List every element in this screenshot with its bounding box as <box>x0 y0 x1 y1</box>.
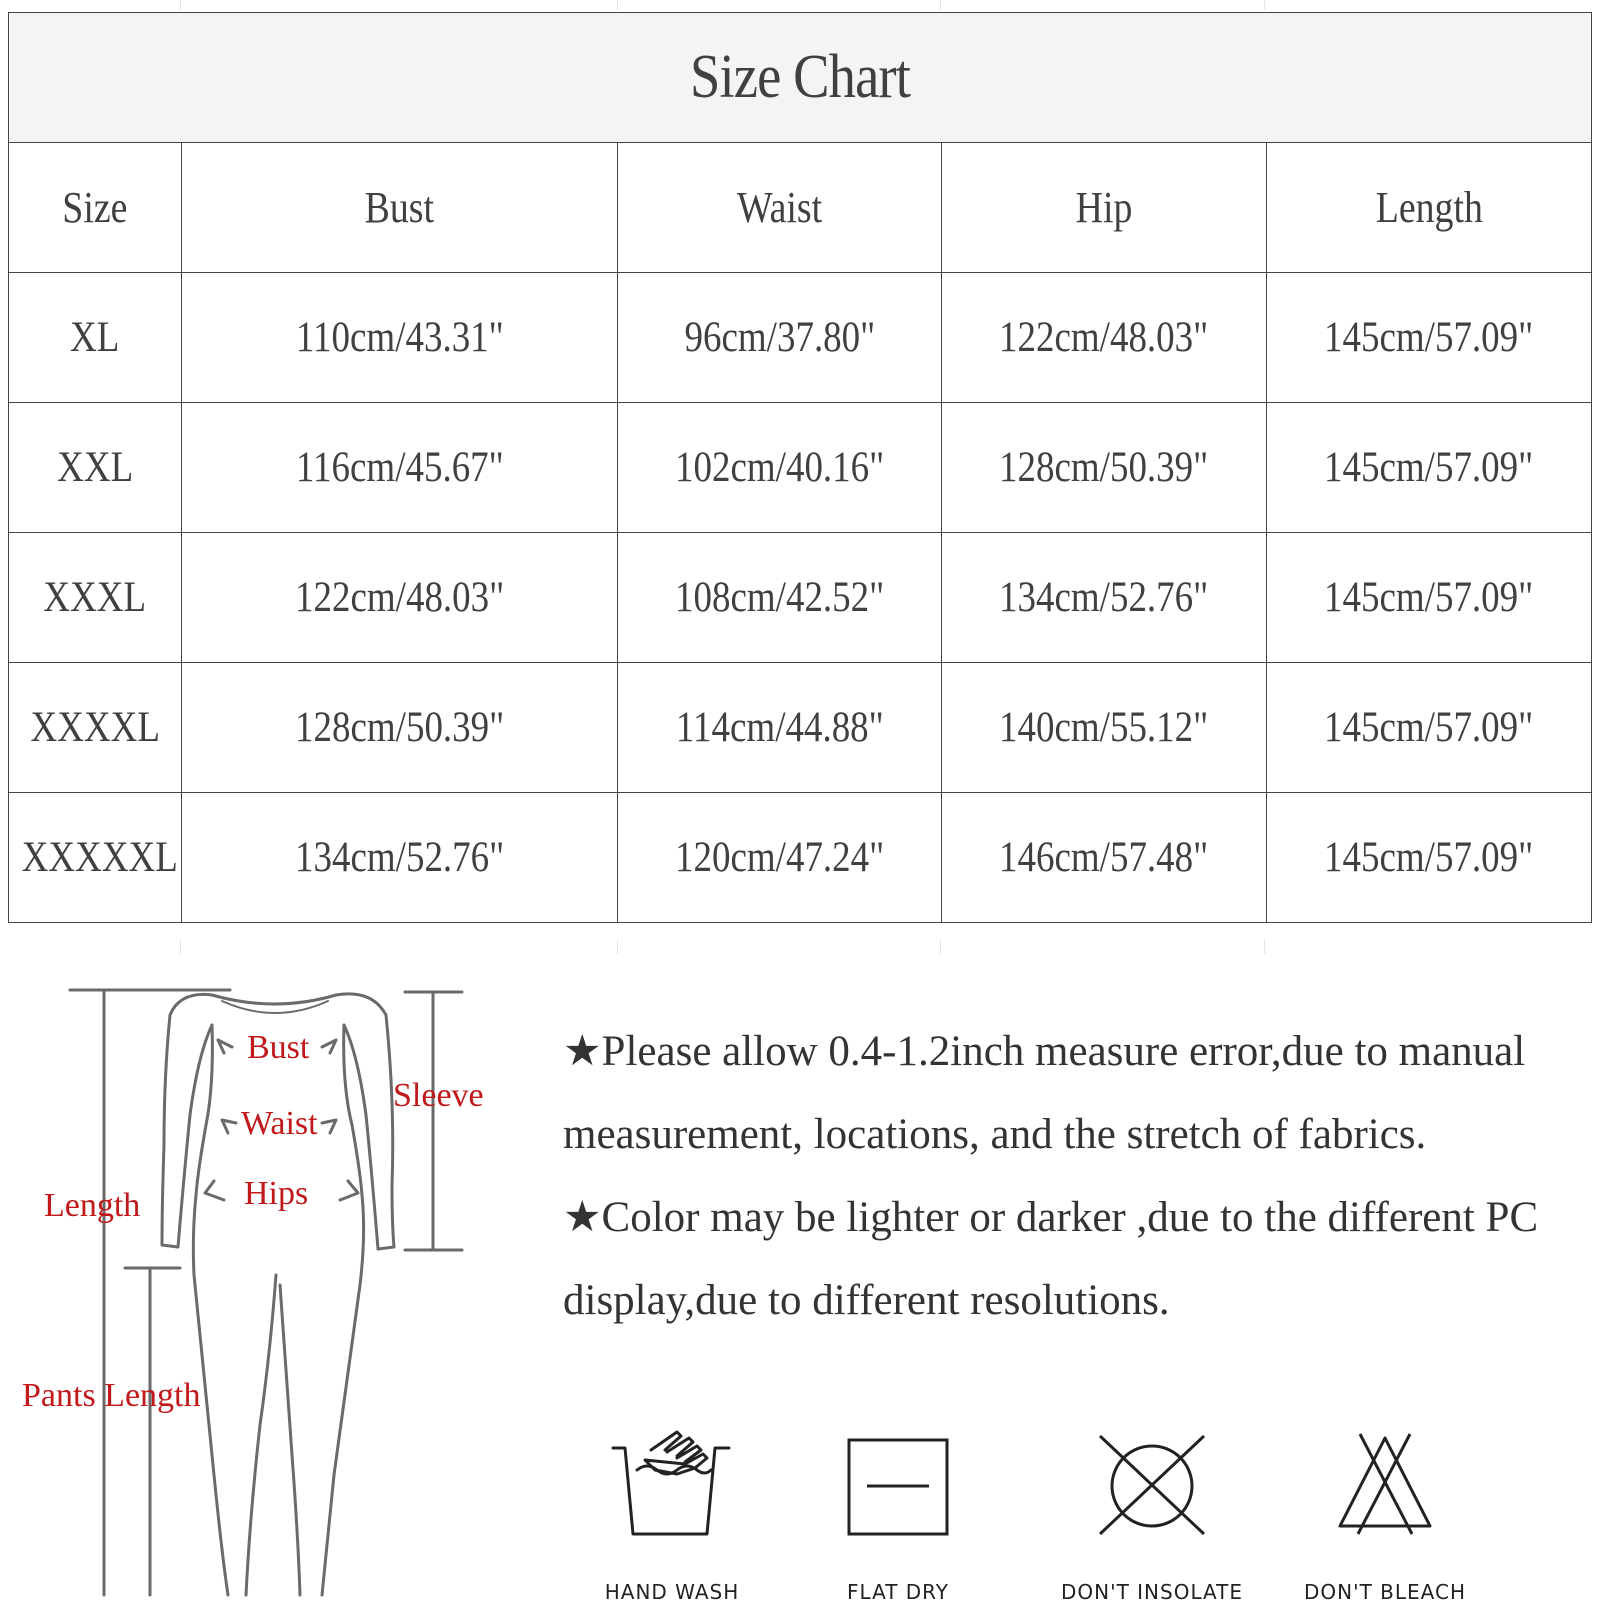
table-cell <box>1267 403 1592 533</box>
care-item-flat-dry <box>798 1430 998 1604</box>
table-cell <box>618 793 942 923</box>
care-label-flat-dry: FLAT DRY <box>846 1580 950 1604</box>
table-cell <box>942 273 1267 403</box>
hip-value: 140cm/55.12" <box>999 704 1209 751</box>
table-cell <box>618 273 942 403</box>
size-chart <box>8 12 1591 923</box>
table-row <box>9 403 1592 533</box>
measurement-notes <box>563 1010 1573 1342</box>
length-value: 145cm/57.09" <box>1324 574 1534 621</box>
dont-bleach-icon <box>1330 1430 1440 1538</box>
hip-value: 134cm/52.76" <box>999 574 1209 621</box>
flat-dry-icon <box>843 1430 953 1538</box>
size-table <box>8 12 1592 923</box>
table-row <box>9 663 1592 793</box>
figure-label-sleeve: Sleeve <box>393 1077 484 1114</box>
care-item-dont-insolate <box>1052 1430 1252 1604</box>
column-header <box>182 143 618 273</box>
grid-trace <box>940 940 941 954</box>
grid-trace <box>1264 940 1265 954</box>
length-value: 145cm/57.09" <box>1324 834 1534 881</box>
table-cell <box>182 273 618 403</box>
length-value: 145cm/57.09" <box>1324 314 1534 361</box>
grid-trace <box>180 940 181 954</box>
figure-label-waist: Waist <box>241 1105 318 1142</box>
column-header <box>618 143 942 273</box>
note-measure-error: ★Please allow 0.4-1.2inch measure error,due to manual measurement, locations, and the stretch of fabrics. <box>563 1028 1526 1158</box>
care-label-hand-wash: HAND WASH <box>604 1580 740 1604</box>
waist-value: 108cm/42.52" <box>674 574 885 621</box>
table-row <box>9 533 1592 663</box>
figure-label-length: Length <box>44 1187 141 1224</box>
table-cell <box>1267 793 1592 923</box>
column-header-hip: Hip <box>1075 183 1133 232</box>
table-cell <box>9 273 182 403</box>
grid-trace <box>617 940 618 954</box>
title-row <box>9 13 1592 143</box>
table-cell <box>182 533 618 663</box>
table-row <box>9 793 1592 923</box>
bust-value: 134cm/52.76" <box>294 834 505 881</box>
grid-trace <box>940 0 941 10</box>
grid-trace <box>1264 0 1265 10</box>
table-cell <box>182 403 618 533</box>
table-cell <box>618 533 942 663</box>
table-row <box>9 273 1592 403</box>
hip-value: 128cm/50.39" <box>999 444 1209 491</box>
size-label: XXXL <box>43 574 147 621</box>
length-value: 145cm/57.09" <box>1324 444 1534 491</box>
table-cell <box>942 533 1267 663</box>
column-header-size: Size <box>62 183 128 232</box>
figure-label-pants-length: Pants Length <box>22 1377 201 1414</box>
length-value: 145cm/57.09" <box>1324 704 1534 751</box>
table-cell <box>1267 533 1592 663</box>
bust-value: 110cm/43.31" <box>295 314 504 361</box>
waist-value: 96cm/37.80" <box>684 314 875 361</box>
column-header-length: Length <box>1375 183 1483 232</box>
waist-value: 102cm/40.16" <box>674 444 885 491</box>
table-cell <box>618 663 942 793</box>
hand-wash-icon <box>607 1430 737 1538</box>
column-header-bust: Bust <box>364 183 435 232</box>
note-color-variance: ★Color may be lighter or darker ,due to the different PC display,due to different resolutions. <box>563 1194 1539 1324</box>
table-cell <box>942 793 1267 923</box>
care-item-hand-wash <box>572 1430 772 1604</box>
table-cell <box>9 663 182 793</box>
chart-title: Size Chart <box>690 43 911 111</box>
table-cell <box>1267 273 1592 403</box>
table-cell <box>942 403 1267 533</box>
table-cell <box>618 403 942 533</box>
table-cell <box>182 663 618 793</box>
table-cell <box>9 403 182 533</box>
bust-value: 128cm/50.39" <box>294 704 505 751</box>
size-label: XXXXXL <box>21 834 178 881</box>
header-row <box>9 143 1592 273</box>
figure-label-bust: Bust <box>247 1029 310 1066</box>
care-label-dont-insolate: DON'T INSOLATE <box>1060 1580 1244 1604</box>
size-label: XL <box>70 314 120 361</box>
bust-value: 116cm/45.67" <box>295 444 504 491</box>
column-header <box>9 143 182 273</box>
dont-insolate-icon <box>1090 1430 1214 1538</box>
column-header-waist: Waist <box>736 183 823 232</box>
hip-value: 122cm/48.03" <box>999 314 1209 361</box>
waist-value: 114cm/44.88" <box>675 704 884 751</box>
table-cell <box>1267 663 1592 793</box>
table-cell <box>9 793 182 923</box>
table-cell <box>942 663 1267 793</box>
grid-trace <box>617 0 618 10</box>
measurement-figure <box>0 955 520 1600</box>
care-item-dont-bleach <box>1285 1430 1485 1604</box>
column-header <box>1267 143 1592 273</box>
hip-value: 146cm/57.48" <box>999 834 1209 881</box>
figure-label-hips: Hips <box>244 1175 309 1212</box>
table-cell <box>9 533 182 663</box>
column-header <box>942 143 1267 273</box>
care-label-dont-bleach: DON'T BLEACH <box>1303 1580 1466 1604</box>
size-label: XXXXL <box>30 704 160 751</box>
waist-value: 120cm/47.24" <box>674 834 885 881</box>
bust-value: 122cm/48.03" <box>294 574 505 621</box>
chart-title-cell <box>9 13 1592 143</box>
table-cell <box>182 793 618 923</box>
grid-trace <box>180 0 181 10</box>
size-label: XXL <box>56 444 134 491</box>
